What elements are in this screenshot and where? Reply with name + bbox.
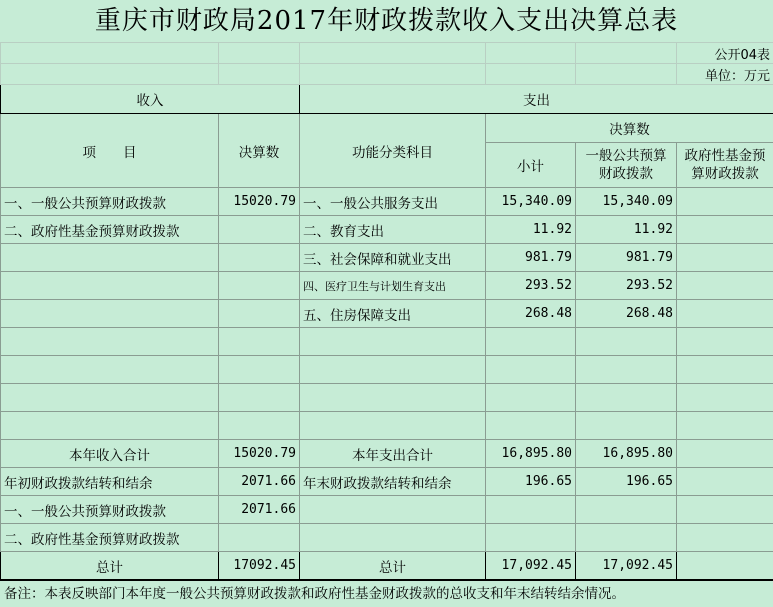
- expense-subtotal: [486, 356, 576, 384]
- table-row: [1, 188, 773, 216]
- expense-fund: [677, 328, 773, 356]
- expense-total-sub: 16,895.80: [486, 440, 576, 468]
- expense-total-general: 16,895.80: [576, 440, 677, 468]
- table-row: [1, 328, 773, 356]
- expense-subtotal: [486, 328, 576, 356]
- expense-item: [300, 384, 486, 412]
- expense-general: [576, 412, 677, 440]
- expense-subtotal: 268.48: [486, 300, 576, 328]
- grand-label-out: 总计: [300, 552, 486, 580]
- settlement2-header: 决算数: [486, 114, 773, 143]
- expense-subtotal: 981.79: [486, 244, 576, 272]
- expense-header: 支出: [300, 85, 773, 114]
- expense-subtotal: [486, 412, 576, 440]
- income-value: [219, 328, 300, 356]
- grand-label-in: 总计: [1, 552, 219, 580]
- expense-subtotal: 15,340.09: [486, 188, 576, 216]
- table-row: [1, 216, 773, 244]
- expense-item: 二、教育支出: [300, 216, 486, 244]
- income-value: [219, 244, 300, 272]
- expense-fund: [677, 412, 773, 440]
- income-item: 二、政府性基金预算财政拨款: [1, 216, 219, 244]
- expense-general: [576, 384, 677, 412]
- expense-general: 15,340.09: [576, 188, 677, 216]
- carry-in-value: 2071.66: [219, 468, 300, 496]
- carry-in-general-label: 一、一般公共预算财政拨款: [1, 496, 219, 524]
- income-item: [1, 412, 219, 440]
- expense-fund: [677, 300, 773, 328]
- expense-general: 293.52: [576, 272, 677, 300]
- expense-item: [300, 412, 486, 440]
- expense-item: 一、一般公共服务支出: [300, 188, 486, 216]
- table-row: [1, 244, 773, 272]
- income-item: [1, 300, 219, 328]
- carry-in-general-value: 2071.66: [219, 496, 300, 524]
- income-value: [219, 272, 300, 300]
- income-total-label: 本年收入合计: [1, 440, 219, 468]
- income-item: [1, 384, 219, 412]
- expense-fund: [677, 356, 773, 384]
- carry-in-fund-label: 二、政府性基金预算财政拨款: [1, 524, 219, 552]
- expense-fund: [677, 188, 773, 216]
- expense-item: 三、社会保障和就业支出: [300, 244, 486, 272]
- income-item: [1, 272, 219, 300]
- expense-fund: [677, 384, 773, 412]
- income-value: [219, 412, 300, 440]
- header-row: [1, 85, 773, 114]
- expense-general: 981.79: [576, 244, 677, 272]
- table-row: [1, 468, 773, 496]
- expense-total-label: 本年支出合计: [300, 440, 486, 468]
- meta-row: [1, 43, 773, 64]
- settlement-header: 决算数: [219, 114, 300, 188]
- carry-out-general: 196.65: [576, 468, 677, 496]
- grand-value-in: 17092.45: [219, 552, 300, 580]
- income-value: [219, 300, 300, 328]
- general-budget-header: 一般公共预算财政拨款: [576, 143, 677, 188]
- carry-in-label: 年初财政拨款结转和结余: [1, 468, 219, 496]
- table-row: [1, 356, 773, 384]
- income-item: [1, 328, 219, 356]
- grand-sub: 17,092.45: [486, 552, 576, 580]
- expense-subtotal: 11.92: [486, 216, 576, 244]
- table-row: [1, 272, 773, 300]
- table-row: [1, 440, 773, 468]
- expense-subtotal: [486, 384, 576, 412]
- expense-fund: [677, 216, 773, 244]
- expense-item: 五、住房保障支出: [300, 300, 486, 328]
- gov-fund-header: 政府性基金预算财政拨款: [677, 143, 773, 188]
- income-value: [219, 356, 300, 384]
- item-header: 项 目: [1, 114, 219, 188]
- expense-fund: [677, 244, 773, 272]
- meta-row: [1, 64, 773, 85]
- income-value: [219, 384, 300, 412]
- subtotal-header: 小计: [486, 143, 576, 188]
- income-item: 一、一般公共预算财政拨款: [1, 188, 219, 216]
- expense-general: [576, 356, 677, 384]
- function-category-header: 功能分类科目: [300, 114, 486, 188]
- table-row: [1, 300, 773, 328]
- table-row: [1, 412, 773, 440]
- expense-item: 四、医疗卫生与计划生育支出: [300, 272, 486, 300]
- settlement-table: [0, 42, 773, 580]
- income-value: [219, 216, 300, 244]
- expense-subtotal: 293.52: [486, 272, 576, 300]
- table-row: [1, 496, 773, 524]
- expense-general: [576, 328, 677, 356]
- form-code: 公开04表: [677, 43, 773, 64]
- income-total-value: 15020.79: [219, 440, 300, 468]
- footnote: 备注：本表反映部门本年度一般公共预算财政拨款和政府性基金财政拨款的总收支和年末结转结余情况。: [0, 580, 773, 607]
- page-title: 重庆市财政局2017年财政拨款收入支出决算总表: [0, 0, 773, 42]
- expense-item: [300, 356, 486, 384]
- grand-total-row: [1, 552, 773, 580]
- grand-general: 17,092.45: [576, 552, 677, 580]
- expense-item: [300, 328, 486, 356]
- income-value: 15020.79: [219, 188, 300, 216]
- expense-fund: [677, 272, 773, 300]
- income-header: 收入: [1, 85, 300, 114]
- header-row: [1, 114, 773, 143]
- income-item: [1, 244, 219, 272]
- carry-out-sub: 196.65: [486, 468, 576, 496]
- table-body: [1, 188, 773, 440]
- income-item: [1, 356, 219, 384]
- table-row: [1, 524, 773, 552]
- expense-general: 268.48: [576, 300, 677, 328]
- expense-general: 11.92: [576, 216, 677, 244]
- table-row: [1, 384, 773, 412]
- carry-out-label: 年末财政拨款结转和结余: [300, 468, 486, 496]
- unit-label: 单位：万元: [677, 64, 773, 85]
